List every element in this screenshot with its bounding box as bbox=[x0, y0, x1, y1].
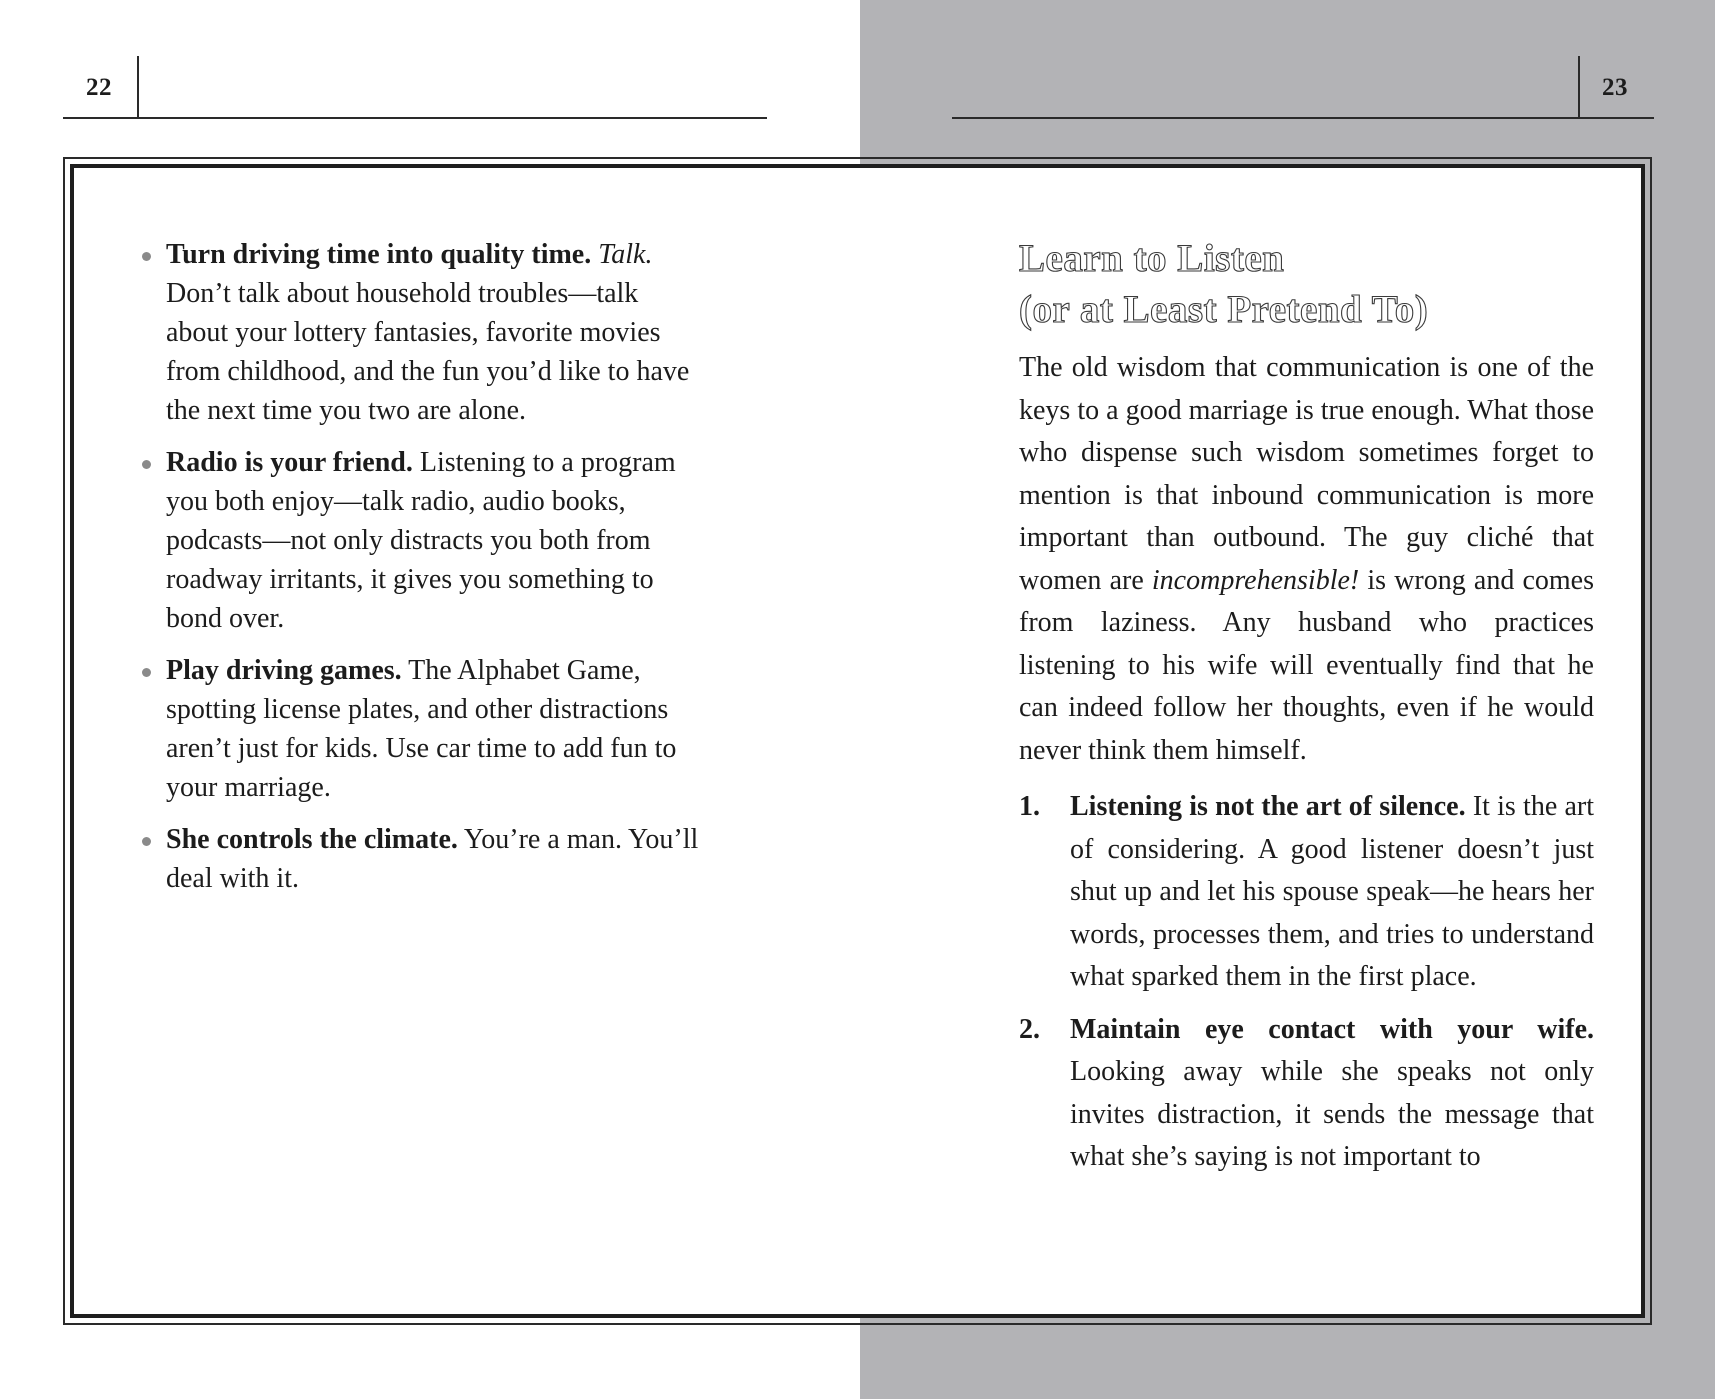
bullet-icon bbox=[142, 252, 151, 261]
bullet-icon bbox=[142, 668, 151, 677]
header-rule-left bbox=[63, 117, 767, 119]
intro-text-end: is wrong and comes from laziness. Any husband who practices listening to his wife will eventually find that he can indeed follow her thoughts, even if he would never think them himself. bbox=[1019, 564, 1594, 766]
bullet-emphasis: Talk. bbox=[598, 239, 653, 270]
bullet-item bbox=[140, 820, 700, 898]
right-page-column bbox=[1019, 233, 1594, 1189]
numbered-item bbox=[1019, 786, 1594, 999]
intro-emphasis: incomprehensible! bbox=[1151, 564, 1360, 596]
item-text: Looking away while she speaks not only invites distraction, it sends the message that what she’s saying is not important to bbox=[1070, 1056, 1594, 1172]
header-vertical-rule-left bbox=[137, 56, 139, 118]
section-heading-line-1: Learn to Listen bbox=[1019, 237, 1285, 280]
bullet-lead: She controls the climate. bbox=[166, 824, 458, 855]
item-text: It is the art of considering. A good listener doesn’t just shut up and let his spouse speak—he hears her words, processes them, and tries to understand what sparked them in the first place. bbox=[1070, 791, 1594, 992]
page-number-right: 23 bbox=[1602, 74, 1628, 101]
bullet-icon bbox=[142, 837, 151, 846]
item-lead: Maintain eye contact with your wife. bbox=[1070, 1013, 1594, 1045]
intro-text-start: The old wisdom that communication is one of the keys to a good marriage is true enough. What those who dispense such wisdom sometimes forget to mention is that inbound communication is more important than outbound. The guy cliché that women are bbox=[1019, 352, 1594, 596]
item-number: 2. bbox=[1019, 1013, 1040, 1045]
bullet-item bbox=[140, 443, 700, 638]
item-number: 1. bbox=[1019, 791, 1040, 822]
bullet-text: You’re a man. You’ll deal with it. bbox=[166, 824, 699, 894]
header-rule-right bbox=[952, 117, 1654, 119]
left-page-column bbox=[140, 235, 700, 911]
numbered-item bbox=[1019, 1009, 1594, 1179]
section-heading bbox=[1019, 233, 1594, 335]
bullet-text: Don’t talk about household troubles—talk about your lottery fantasies, favorite movies from childhood, and the fun you’d like to have the next time you two are alone. bbox=[166, 278, 690, 426]
bullet-item bbox=[140, 651, 700, 807]
bullet-lead: Turn driving time into quality time. bbox=[166, 239, 592, 270]
bullet-lead: Radio is your friend. bbox=[166, 447, 413, 478]
bullet-text: The Alphabet Game, spotting license plates, and other distractions aren’t just for kids. Use car time to add fun to your marriage. bbox=[166, 655, 677, 803]
page-number-left: 22 bbox=[86, 74, 112, 101]
item-lead: Listening is not the art of silence. bbox=[1070, 791, 1466, 822]
bullet-lead: Play driving games. bbox=[166, 655, 402, 686]
section-heading-line-2: (or at Least Pretend To) bbox=[1019, 288, 1429, 331]
bullet-item bbox=[140, 235, 700, 430]
header-vertical-rule-right bbox=[1578, 56, 1580, 118]
bullet-icon bbox=[142, 460, 151, 469]
intro-paragraph bbox=[1019, 347, 1594, 772]
bullet-text: Listening to a program you both enjoy—talk radio, audio books, podcasts—not only distracts you both from roadway irritants, it gives you something to bond over. bbox=[166, 447, 676, 634]
